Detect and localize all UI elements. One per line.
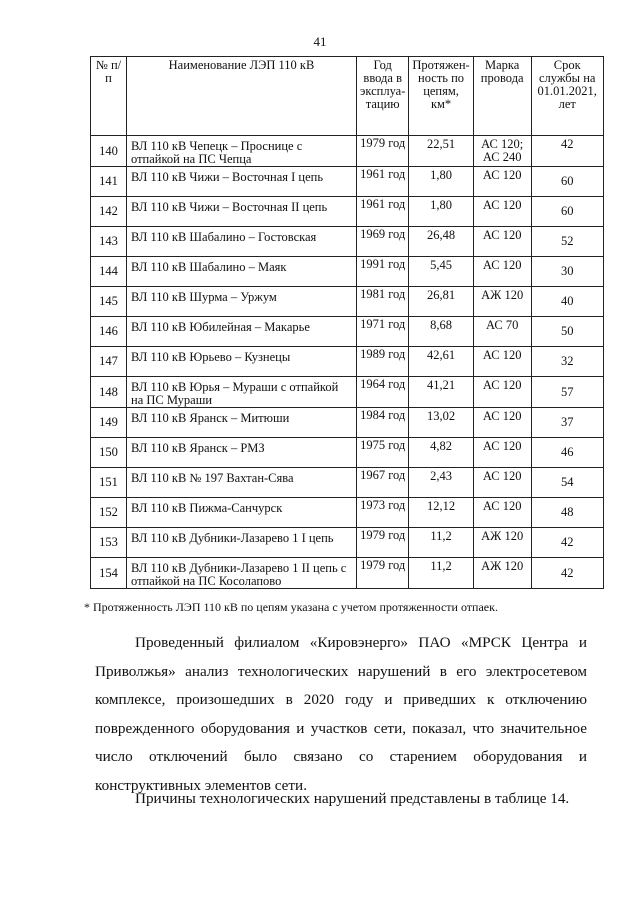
table-row <box>91 197 604 227</box>
cell-length: 1,80 <box>409 197 473 227</box>
cell-name: ВЛ 110 кВ Дубники-Лазарево 1 I цепь <box>127 528 357 558</box>
cell-wire: АС 120 <box>473 468 531 498</box>
cell-length: 2,43 <box>409 468 473 498</box>
cell-wire: АС 120 <box>473 227 531 257</box>
cell-year: 1981 год <box>357 287 409 317</box>
cell-life: 54 <box>531 468 603 498</box>
cell-num: 140 <box>91 136 127 167</box>
table-row <box>91 528 604 558</box>
cell-wire: АС 120 <box>473 257 531 287</box>
cell-name: ВЛ 110 кВ Юбилейная – Макарье <box>127 317 357 347</box>
cell-life: 30 <box>531 257 603 287</box>
table-row <box>91 227 604 257</box>
cell-length: 26,81 <box>409 287 473 317</box>
cell-num: 145 <box>91 287 127 317</box>
cell-name: ВЛ 110 кВ Шабалино – Маяк <box>127 257 357 287</box>
cell-year: 1975 год <box>357 438 409 468</box>
cell-year: 1984 год <box>357 408 409 438</box>
cell-life: 42 <box>531 528 603 558</box>
cell-name: ВЛ 110 кВ Юрьево – Кузнецы <box>127 347 357 377</box>
cell-wire: АС 120 <box>473 438 531 468</box>
cell-length: 1,80 <box>409 167 473 197</box>
cell-length: 22,51 <box>409 136 473 167</box>
table-row <box>91 558 604 589</box>
table-body <box>91 136 604 589</box>
cell-year: 1961 год <box>357 167 409 197</box>
table-row <box>91 347 604 377</box>
cell-num: 143 <box>91 227 127 257</box>
cell-name: ВЛ 110 кВ Шабалино – Гостовская <box>127 227 357 257</box>
cell-length: 4,82 <box>409 438 473 468</box>
header-life: Срок службы на 01.01.2021, лет <box>531 57 603 136</box>
cell-length: 11,2 <box>409 558 473 589</box>
cell-num: 149 <box>91 408 127 438</box>
header-length: Протяжен-ность по цепям, км* <box>409 57 473 136</box>
header-name: Наименование ЛЭП 110 кВ <box>127 57 357 136</box>
cell-life: 37 <box>531 408 603 438</box>
cell-life: 57 <box>531 377 603 408</box>
table-row <box>91 317 604 347</box>
cell-num: 142 <box>91 197 127 227</box>
table-row <box>91 287 604 317</box>
cell-length: 11,2 <box>409 528 473 558</box>
cell-name: ВЛ 110 кВ Дубники-Лазарево 1 II цепь с отпайкой на ПС Косолапово <box>127 558 357 589</box>
cell-year: 1961 год <box>357 197 409 227</box>
cell-life: 42 <box>531 558 603 589</box>
cell-length: 5,45 <box>409 257 473 287</box>
table-header-row <box>91 57 604 136</box>
cell-num: 146 <box>91 317 127 347</box>
cell-life: 60 <box>531 167 603 197</box>
cell-life: 48 <box>531 498 603 528</box>
cell-num: 154 <box>91 558 127 589</box>
cell-life: 46 <box>531 438 603 468</box>
cell-year: 1979 год <box>357 136 409 167</box>
header-wire: Марка провода <box>473 57 531 136</box>
power-lines-table <box>90 56 604 589</box>
cell-num: 152 <box>91 498 127 528</box>
page-number: 41 <box>313 34 327 49</box>
cell-life: 42 <box>531 136 603 167</box>
cell-name: ВЛ 110 кВ Чижи – Восточная II цепь <box>127 197 357 227</box>
body-paragraph-reference: Причины технологических нарушений представлены в таблице 14. <box>135 790 570 807</box>
cell-life: 32 <box>531 347 603 377</box>
table-row <box>91 408 604 438</box>
cell-wire: АЖ 120 <box>473 287 531 317</box>
header-num: № п/п <box>91 57 127 136</box>
cell-year: 1979 год <box>357 528 409 558</box>
cell-num: 147 <box>91 347 127 377</box>
cell-length: 13,02 <box>409 408 473 438</box>
cell-year: 1971 год <box>357 317 409 347</box>
cell-life: 50 <box>531 317 603 347</box>
cell-wire: АС 120 <box>473 377 531 408</box>
cell-name: ВЛ 110 кВ Яранск – Митюши <box>127 408 357 438</box>
cell-name: ВЛ 110 кВ № 197 Вахтан-Сява <box>127 468 357 498</box>
cell-life: 60 <box>531 197 603 227</box>
table-row <box>91 468 604 498</box>
header-year: Год ввода в эксплуа-тацию <box>357 57 409 136</box>
cell-year: 1989 год <box>357 347 409 377</box>
table-row <box>91 167 604 197</box>
cell-num: 144 <box>91 257 127 287</box>
body-paragraph-analysis: Проведенный филиалом «Кировэнерго» ПАО «МРСК Центра и Приволжья» анализ технологических нарушений в его электросетевом комплексе, произошедших в 2020 году и приведших к отключению поврежденного оборудования и участков сети, показал, что значительное число отключений было связано со старением оборудования и конструктивных элементов сети. <box>95 634 587 794</box>
cell-name: ВЛ 110 кВ Шурма – Уржум <box>127 287 357 317</box>
cell-name: ВЛ 110 кВ Пижма-Санчурск <box>127 498 357 528</box>
cell-wire: АС 70 <box>473 317 531 347</box>
cell-life: 52 <box>531 227 603 257</box>
cell-length: 42,61 <box>409 347 473 377</box>
table-row <box>91 257 604 287</box>
cell-wire: АЖ 120 <box>473 558 531 589</box>
table-row <box>91 136 604 167</box>
cell-num: 151 <box>91 468 127 498</box>
cell-wire: АС 120 <box>473 167 531 197</box>
cell-year: 1973 год <box>357 498 409 528</box>
cell-length: 8,68 <box>409 317 473 347</box>
cell-wire: АС 120 <box>473 197 531 227</box>
cell-name: ВЛ 110 кВ Юрья – Мураши с отпайкой на ПС Мураши <box>127 377 357 408</box>
cell-year: 1991 год <box>357 257 409 287</box>
cell-length: 26,48 <box>409 227 473 257</box>
cell-life: 40 <box>531 287 603 317</box>
cell-num: 150 <box>91 438 127 468</box>
cell-length: 12,12 <box>409 498 473 528</box>
cell-wire: АС 120 <box>473 498 531 528</box>
cell-year: 1967 год <box>357 468 409 498</box>
cell-wire: АЖ 120 <box>473 528 531 558</box>
table-row <box>91 377 604 408</box>
cell-name: ВЛ 110 кВ Чепецк – Проснице с отпайкой на ПС Чепца <box>127 136 357 167</box>
table-row <box>91 438 604 468</box>
table-row <box>91 498 604 528</box>
cell-wire: АС 120 <box>473 347 531 377</box>
cell-name: ВЛ 110 кВ Чижи – Восточная I цепь <box>127 167 357 197</box>
cell-num: 153 <box>91 528 127 558</box>
cell-num: 141 <box>91 167 127 197</box>
cell-wire: АС 120; АС 240 <box>473 136 531 167</box>
footnote: * Протяженность ЛЭП 110 кВ по цепям указана с учетом протяженности отпаек. <box>84 600 498 614</box>
cell-wire: АС 120 <box>473 408 531 438</box>
cell-year: 1979 год <box>357 558 409 589</box>
cell-year: 1969 год <box>357 227 409 257</box>
cell-length: 41,21 <box>409 377 473 408</box>
cell-num: 148 <box>91 377 127 408</box>
cell-name: ВЛ 110 кВ Яранск – РМЗ <box>127 438 357 468</box>
cell-year: 1964 год <box>357 377 409 408</box>
